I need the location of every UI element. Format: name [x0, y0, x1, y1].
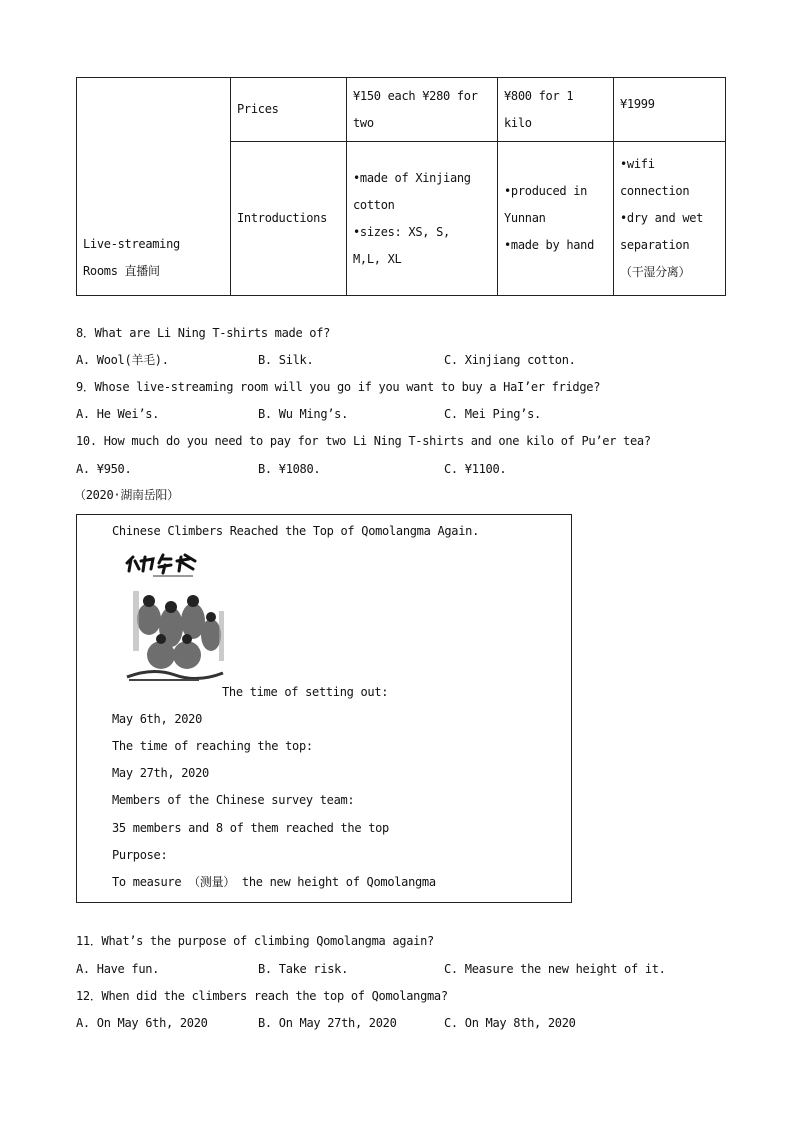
climbers-photo	[123, 551, 227, 685]
row-header-cell	[77, 78, 231, 296]
price-cell	[347, 78, 498, 142]
option-a: A. Wool(羊毛).	[76, 353, 169, 367]
prices-row	[77, 78, 726, 142]
option-a: A. He Wei’s.	[76, 407, 160, 421]
intro-cell	[498, 142, 614, 296]
prices-label: Prices	[231, 78, 347, 142]
price-line: kilo	[504, 115, 532, 130]
option-b: B. On May 27th, 2020	[258, 1016, 397, 1030]
price-line: two	[353, 115, 374, 130]
introductions-label: Introductions	[231, 142, 347, 296]
news-line: Members of the Chinese survey team:	[112, 793, 355, 807]
option-a: A. Have fun.	[76, 962, 160, 976]
price-cell	[614, 78, 726, 142]
question-11: 11．What’s the purpose of climbing Qomolangma again?	[76, 934, 434, 948]
question-8: 8．What are Li Ning T-shirts made of?	[76, 326, 331, 340]
option-b: B. Take risk.	[258, 962, 349, 976]
option-c: C. On May 8th, 2020	[444, 1016, 576, 1030]
intro-line: cotton	[353, 197, 395, 212]
news-line: The time of setting out:	[222, 685, 389, 699]
question-9: 9．Whose live-streaming room will you go if you want to buy a HaI’er fridge?	[76, 380, 601, 394]
price-line: ¥800 for 1	[504, 88, 574, 103]
intro-cell	[614, 142, 726, 296]
question-10: 10. How much do you need to pay for two Li Ning T-shirts and one kilo of Pu’er tea?	[76, 434, 651, 448]
news-line: The time of reaching the top:	[112, 739, 313, 753]
option-a: A. On May 6th, 2020	[76, 1016, 208, 1030]
option-b: B. Wu Ming’s.	[258, 407, 349, 421]
news-title: Chinese Climbers Reached the Top of Qomolangma Again.	[112, 524, 480, 538]
option-b: B. Silk.	[258, 353, 314, 367]
source-tag: （2020·湖南岳阳）	[74, 488, 179, 502]
news-box	[76, 514, 572, 903]
intro-line: •made by hand	[504, 238, 595, 252]
news-line: May 27th, 2020	[112, 766, 209, 780]
option-c: C. Mei Ping’s.	[444, 407, 541, 421]
intro-line: •made of Xinjiang	[353, 170, 471, 185]
price-line: ¥1999	[620, 97, 655, 111]
price-line: ¥150 each ¥280 for	[353, 88, 478, 103]
news-line: May 6th, 2020	[112, 712, 203, 726]
intro-line: •wifi	[620, 157, 655, 171]
intro-line: •dry and wet	[620, 211, 704, 225]
intro-line: •sizes: XS, S,	[353, 224, 450, 239]
option-c: C. ¥1100.	[444, 462, 507, 476]
row-header-line: Rooms 直播间	[83, 264, 160, 278]
option-c: C. Measure the new height of it.	[444, 962, 666, 976]
option-b: B. ¥1080.	[258, 462, 321, 476]
intro-line: Yunnan	[504, 211, 546, 225]
intro-line: separation	[620, 238, 690, 252]
news-line: To measure （测量） the new height of Qomolangma	[112, 875, 436, 889]
news-line: Purpose:	[112, 848, 168, 862]
option-a: A. ¥950.	[76, 462, 132, 476]
intro-line: （干湿分离）	[620, 265, 691, 279]
intro-line: connection	[620, 184, 690, 198]
option-c: C. Xinjiang cotton.	[444, 353, 576, 367]
news-line: 35 members and 8 of them reached the top	[112, 821, 389, 835]
row-header-line: Live-streaming	[83, 237, 180, 251]
price-cell	[498, 78, 614, 142]
intro-line: M,L, XL	[353, 251, 402, 266]
intro-line: •produced in	[504, 184, 588, 198]
intro-cell	[347, 142, 498, 296]
product-table	[76, 77, 726, 296]
question-12: 12．When did the climbers reach the top of Qomolangma?	[76, 989, 448, 1003]
